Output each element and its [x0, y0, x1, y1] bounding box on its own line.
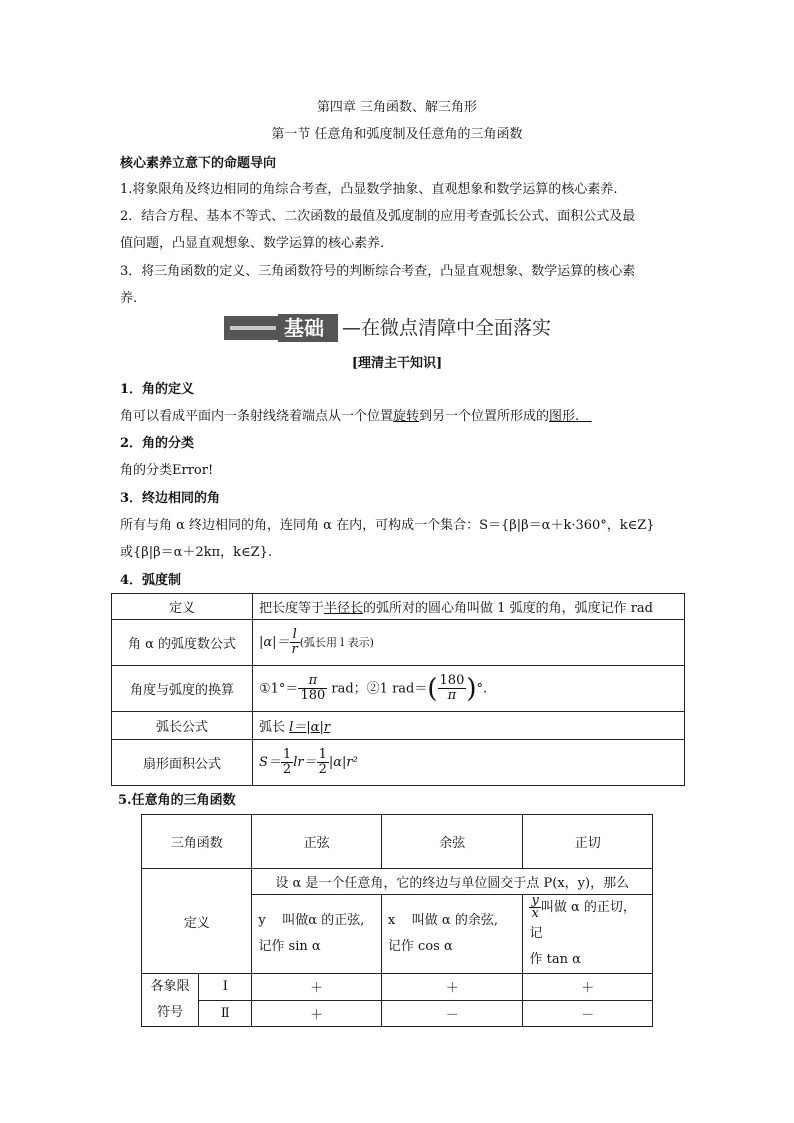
frac-den: r [291, 642, 298, 657]
intro-heading: 核心素养立意下的命题导向 [120, 156, 277, 171]
intro-point-2a: 2．结合方程、基本不等式、二次函数的最值及弧度制的应用考查弧长公式、面积公式及最 [120, 209, 636, 224]
trig-header-cell: 正切 [523, 815, 653, 869]
quadrant-label: Ⅱ [199, 1000, 252, 1027]
radian-value [253, 740, 685, 786]
radian-def-b: 的弧所对的圆心角叫做 1 弧度的角，弧度记作 rad [363, 601, 653, 616]
trig-sign-row-q1 [142, 974, 653, 1001]
trig-header-cell: 余弦 [381, 815, 523, 869]
intro-point-1: 1.将象限角及终边相同的角综合考查，凸显数学抽象、直观想象和数学运算的核心素养. [120, 182, 618, 197]
s1-text-u2: 图形. [549, 409, 592, 424]
sign-cell: ＋ [252, 1000, 382, 1027]
s2-title: 2．角的分类 [120, 436, 195, 451]
frac-num: l [290, 628, 300, 643]
radian-key: 定义 [112, 594, 253, 620]
formula-note: (弧长用 l 表示) [299, 636, 374, 649]
fraction-half [317, 748, 329, 777]
sin-def-b: 记作 sin α [258, 939, 321, 954]
trig-def-top: 设 α 是一个任意角，它的终边与单位圆交于点 P(x，y)，那么 [252, 869, 653, 895]
s5-title: 5.任意角的三角函数 [118, 793, 236, 808]
right-paren: ) [466, 673, 477, 704]
subheading: [理清主干知识] [351, 356, 443, 371]
s1-text-b: 到另一个位置所形成的 [419, 409, 550, 424]
frac-num: 1 [318, 747, 327, 762]
radian-key: 弧长公式 [112, 712, 253, 740]
radian-value [253, 666, 685, 712]
sign-key [142, 974, 199, 1027]
frac-den: x [531, 906, 539, 921]
sign-cell: － [381, 1000, 523, 1027]
radian-row-formula [112, 620, 685, 666]
frac-den: 2 [318, 762, 327, 777]
trig-header-row [142, 815, 653, 869]
tan-def-a [529, 895, 646, 947]
cos-def-b: 记作 cos α [387, 939, 453, 954]
area-a: S＝ [259, 755, 281, 770]
s4-title: 4．弧度制 [120, 573, 182, 588]
area-b: lr＝ [293, 755, 317, 770]
fraction-l-over-r [290, 628, 300, 657]
banner-word: 基础 [284, 316, 324, 340]
arc-a: 弧长 [259, 720, 290, 735]
radian-row-arc-length [112, 712, 685, 740]
radian-def-a: 把长度等于 [259, 601, 325, 616]
trig-sign-row-q2 [142, 1000, 653, 1027]
tan-def [523, 895, 653, 974]
frac-den: π [447, 688, 457, 703]
section-title: 第一节 任意角和弧度制及任意角的三角函数 [271, 127, 523, 142]
radian-table [111, 593, 685, 786]
sin-def-a: y 叫做α 的正弦, [258, 913, 365, 928]
formula-lhs: |α|＝ [259, 635, 290, 650]
trig-header-cell: 正弦 [252, 815, 382, 869]
sign-cell: － [523, 1000, 653, 1027]
sign-cell: ＋ [523, 974, 653, 1001]
sign-key-b: 符号 [157, 1005, 184, 1020]
fraction-pi-over-180 [298, 674, 327, 703]
radian-def-u: 半径长 [324, 601, 364, 616]
s3-line-1: 所有与角 α 终边相同的角，连同角 α 在内，可构成一个集合：S＝{β|β＝α＋k·360°，k∈Z} [120, 518, 655, 533]
s1-text-a: 角可以看成平面内一条射线绕着端点从一个位置 [120, 409, 394, 424]
frac-den: 180 [300, 688, 326, 703]
cos-def [381, 895, 523, 974]
trig-header-cell: 三角函数 [142, 815, 252, 869]
frac-num: π [298, 674, 327, 689]
s3-title: 3．终边相同的角 [120, 491, 221, 506]
s3-line-2: 或{β|β＝α＋2kπ，k∈Z}. [120, 545, 273, 560]
radian-value [253, 620, 685, 666]
s1-title: 1．角的定义 [120, 382, 195, 397]
arc-b: l＝|α|r [289, 720, 331, 735]
s1-text [120, 405, 592, 424]
frac-num: y [531, 893, 539, 908]
radian-value [253, 594, 685, 620]
fraction-180-over-pi [438, 674, 467, 703]
frac-num: 1 [282, 747, 292, 762]
conv-mid: rad；②1 rad＝ [327, 681, 428, 696]
frac-den: 2 [282, 762, 292, 777]
intro-point-2b: 值问题，凸显直观想象、数学运算的核心素养. [120, 236, 385, 251]
conv-p1: ①1°＝ [259, 681, 299, 696]
trig-def-row-top [142, 869, 653, 895]
s1-text-u1: 旋转 [393, 409, 420, 424]
quadrant-label: Ⅰ [199, 974, 252, 1001]
trig-def-key: 定义 [142, 869, 252, 974]
sign-cell: ＋ [252, 974, 382, 1001]
trig-table [141, 814, 653, 1027]
left-paren: ( [427, 673, 438, 704]
intro-point-3b: 养. [120, 291, 138, 306]
radian-value [253, 712, 685, 740]
radian-key: 角度与弧度的换算 [112, 666, 253, 712]
radian-key: 扇形面积公式 [112, 740, 253, 786]
tan-def-b: 作 tan α [529, 952, 581, 967]
s2-text: 角的分类Error! [120, 463, 214, 478]
conv-end: °. [476, 681, 488, 696]
cos-def-a: x 叫做 α 的余弦, [387, 913, 498, 928]
tan-def-text: 叫做 α 的正切，记 [529, 900, 636, 941]
radian-row-definition [112, 594, 685, 620]
radian-row-conversion [112, 666, 685, 712]
frac-num: 180 [439, 673, 465, 688]
sign-key-a: 各象限 [150, 979, 190, 994]
chapter-title: 第四章 三角函数、解三角形 [316, 100, 478, 115]
sin-def [252, 895, 382, 974]
radian-row-sector-area [112, 740, 685, 786]
fraction-half [281, 748, 293, 777]
fraction-y-over-x [529, 895, 540, 920]
area-c: |α|r² [328, 755, 358, 770]
radian-key: 角 α 的弧度数公式 [112, 620, 253, 666]
banner-text: —在微点清障中全面落实 [342, 317, 552, 339]
sign-cell: ＋ [381, 974, 523, 1001]
intro-point-3a: 3．将三角函数的定义、三角函数符号的判断综合考查，凸显直观想象、数学运算的核心素 [120, 264, 636, 279]
